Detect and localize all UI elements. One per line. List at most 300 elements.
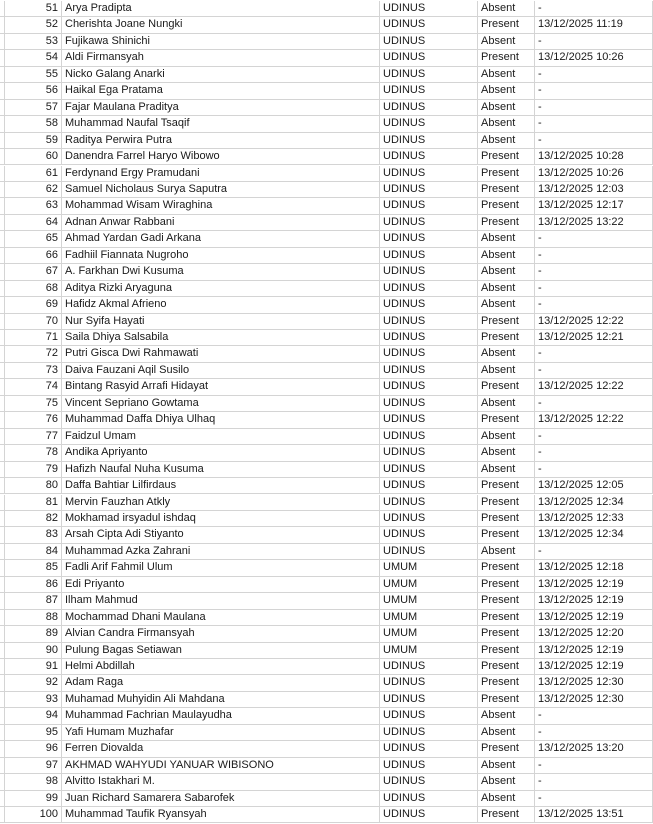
timestamp-cell[interactable]: - <box>534 100 653 115</box>
table-row <box>0 725 653 741</box>
institution-cell[interactable]: UDINUS <box>379 330 477 345</box>
status-cell[interactable]: Present <box>477 807 534 822</box>
institution-cell[interactable]: UDINUS <box>379 429 477 444</box>
status-cell[interactable]: Absent <box>477 429 534 444</box>
row-number-cell[interactable]: 61 <box>4 166 61 181</box>
status-cell[interactable]: Absent <box>477 1 534 16</box>
status-cell[interactable]: Absent <box>477 774 534 789</box>
name-cell[interactable]: Edi Priyanto <box>61 577 379 592</box>
institution-cell[interactable]: UDINUS <box>379 83 477 98</box>
table-row <box>0 396 653 412</box>
table-row <box>0 774 653 790</box>
table-row <box>0 593 653 609</box>
timestamp-cell[interactable]: - <box>534 758 653 773</box>
timestamp-cell[interactable]: 13/12/2025 12:20 <box>534 626 653 641</box>
timestamp-cell[interactable]: - <box>534 133 653 148</box>
institution-cell[interactable]: UDINUS <box>379 297 477 312</box>
name-cell[interactable]: Muhammad Fachrian Maulayudha <box>61 708 379 723</box>
timestamp-cell[interactable]: 13/12/2025 12:19 <box>534 610 653 625</box>
institution-cell[interactable]: UDINUS <box>379 725 477 740</box>
status-cell[interactable]: Absent <box>477 462 534 477</box>
table-row <box>0 478 653 494</box>
institution-cell[interactable]: UDINUS <box>379 34 477 49</box>
row-number-cell[interactable]: 97 <box>4 758 61 773</box>
table-row <box>0 791 653 807</box>
timestamp-cell[interactable]: 13/12/2025 13:22 <box>534 215 653 230</box>
institution-cell[interactable]: UDINUS <box>379 363 477 378</box>
name-cell[interactable]: Raditya Perwira Putra <box>61 133 379 148</box>
row-number-cell[interactable]: 100 <box>4 807 61 822</box>
table-row <box>0 560 653 576</box>
name-cell[interactable]: Yafi Humam Muzhafar <box>61 725 379 740</box>
status-cell[interactable]: Absent <box>477 133 534 148</box>
timestamp-cell[interactable]: - <box>534 264 653 279</box>
institution-cell[interactable]: UDINUS <box>379 116 477 131</box>
row-number-cell[interactable]: 88 <box>4 610 61 625</box>
table-row <box>0 231 653 247</box>
name-cell[interactable]: Ferdynand Ergy Pramudani <box>61 166 379 181</box>
row-number-cell[interactable]: 73 <box>4 363 61 378</box>
name-cell[interactable]: Ilham Mahmud <box>61 593 379 608</box>
name-cell[interactable]: Fadli Arif Fahmil Ulum <box>61 560 379 575</box>
status-cell[interactable]: Absent <box>477 116 534 131</box>
name-cell[interactable]: Vincent Sepriano Gowtama <box>61 396 379 411</box>
table-row <box>0 544 653 560</box>
name-cell[interactable]: Andika Apriyanto <box>61 445 379 460</box>
status-cell[interactable]: Present <box>477 560 534 575</box>
institution-cell[interactable]: UDINUS <box>379 100 477 115</box>
timestamp-cell[interactable]: - <box>534 34 653 49</box>
timestamp-cell[interactable]: 13/12/2025 12:19 <box>534 659 653 674</box>
name-cell[interactable]: Cherishta Joane Nungki <box>61 17 379 32</box>
status-cell[interactable]: Present <box>477 495 534 510</box>
name-cell[interactable]: Adnan Anwar Rabbani <box>61 215 379 230</box>
status-cell[interactable]: Absent <box>477 544 534 559</box>
row-number-cell[interactable]: 75 <box>4 396 61 411</box>
name-cell[interactable]: Daiva Fauzani Aqil Susilo <box>61 363 379 378</box>
status-cell[interactable]: Present <box>477 478 534 493</box>
institution-cell[interactable]: UDINUS <box>379 281 477 296</box>
name-cell[interactable]: Mokhamad irsyadul ishdaq <box>61 511 379 526</box>
status-cell[interactable]: Present <box>477 182 534 197</box>
institution-cell[interactable]: UDINUS <box>379 231 477 246</box>
table-row <box>0 708 653 724</box>
row-number-cell[interactable]: 69 <box>4 297 61 312</box>
name-cell[interactable]: Saila Dhiya Salsabila <box>61 330 379 345</box>
table-row <box>0 133 653 149</box>
name-cell[interactable]: AKHMAD WAHYUDI YANUAR WIBISONO <box>61 758 379 773</box>
row-number-cell[interactable]: 72 <box>4 346 61 361</box>
institution-cell[interactable]: UDINUS <box>379 17 477 32</box>
institution-cell[interactable]: UDINUS <box>379 478 477 493</box>
table-row <box>0 50 653 66</box>
table-row <box>0 379 653 395</box>
table-row <box>0 149 653 165</box>
row-number-cell[interactable]: 62 <box>4 182 61 197</box>
table-row <box>0 675 653 691</box>
table-row <box>0 1 653 17</box>
table-row <box>0 429 653 445</box>
name-cell[interactable]: Muhammad Daffa Dhiya Ulhaq <box>61 412 379 427</box>
table-row <box>0 495 653 511</box>
timestamp-cell[interactable]: 13/12/2025 12:33 <box>534 511 653 526</box>
timestamp-cell[interactable]: 13/12/2025 13:51 <box>534 807 653 822</box>
timestamp-cell[interactable]: - <box>534 67 653 82</box>
status-cell[interactable]: Present <box>477 527 534 542</box>
row-number-cell[interactable]: 86 <box>4 577 61 592</box>
timestamp-cell[interactable]: 13/12/2025 12:30 <box>534 675 653 690</box>
timestamp-cell[interactable]: 13/12/2025 12:19 <box>534 643 653 658</box>
row-number-cell[interactable]: 66 <box>4 248 61 263</box>
row-number-cell[interactable]: 55 <box>4 67 61 82</box>
table-row <box>0 659 653 675</box>
status-cell[interactable]: Absent <box>477 708 534 723</box>
timestamp-cell[interactable]: - <box>534 429 653 444</box>
institution-cell[interactable]: UMUM <box>379 577 477 592</box>
timestamp-cell[interactable]: - <box>534 774 653 789</box>
institution-cell[interactable]: UDINUS <box>379 462 477 477</box>
row-number-cell[interactable]: 90 <box>4 643 61 658</box>
name-cell[interactable]: Ferren Diovalda <box>61 741 379 756</box>
table-row <box>0 182 653 198</box>
name-cell[interactable]: Faidzul Umam <box>61 429 379 444</box>
status-cell[interactable]: Absent <box>477 264 534 279</box>
table-row <box>0 116 653 132</box>
table-row <box>0 297 653 313</box>
status-cell[interactable]: Absent <box>477 725 534 740</box>
institution-cell[interactable]: UDINUS <box>379 495 477 510</box>
table-row <box>0 445 653 461</box>
institution-cell[interactable]: UDINUS <box>379 166 477 181</box>
timestamp-cell[interactable]: - <box>534 1 653 16</box>
row-number-cell[interactable]: 59 <box>4 133 61 148</box>
timestamp-cell[interactable]: - <box>534 445 653 460</box>
institution-cell[interactable]: UDINUS <box>379 412 477 427</box>
row-number-cell[interactable]: 63 <box>4 198 61 213</box>
table-row <box>0 314 653 330</box>
institution-cell[interactable]: UDINUS <box>379 791 477 806</box>
timestamp-cell[interactable]: - <box>534 116 653 131</box>
timestamp-cell[interactable]: 13/12/2025 12:05 <box>534 478 653 493</box>
timestamp-cell[interactable]: 13/12/2025 12:19 <box>534 577 653 592</box>
timestamp-cell[interactable]: - <box>534 791 653 806</box>
name-cell[interactable]: Muhammad Taufik Ryansyah <box>61 807 379 822</box>
row-number-cell[interactable]: 79 <box>4 462 61 477</box>
institution-cell[interactable]: UMUM <box>379 560 477 575</box>
timestamp-cell[interactable]: 13/12/2025 10:28 <box>534 149 653 164</box>
name-cell[interactable]: Alvian Candra Firmansyah <box>61 626 379 641</box>
table-row <box>0 626 653 642</box>
row-number-cell[interactable]: 74 <box>4 379 61 394</box>
row-number-cell[interactable]: 87 <box>4 593 61 608</box>
table-row <box>0 346 653 362</box>
status-cell[interactable]: Absent <box>477 231 534 246</box>
timestamp-cell[interactable]: 13/12/2025 10:26 <box>534 50 653 65</box>
name-cell[interactable]: Fujikawa Shinichi <box>61 34 379 49</box>
status-cell[interactable]: Present <box>477 149 534 164</box>
name-cell[interactable]: Fadhiil Fiannata Nugroho <box>61 248 379 263</box>
timestamp-cell[interactable]: 13/12/2025 12:19 <box>534 593 653 608</box>
row-number-cell[interactable]: 70 <box>4 314 61 329</box>
row-number-cell[interactable]: 54 <box>4 50 61 65</box>
timestamp-cell[interactable]: - <box>534 396 653 411</box>
row-number-cell[interactable]: 93 <box>4 692 61 707</box>
institution-cell[interactable]: UDINUS <box>379 215 477 230</box>
institution-cell[interactable]: UDINUS <box>379 264 477 279</box>
table-row <box>0 34 653 50</box>
status-cell[interactable]: Absent <box>477 363 534 378</box>
timestamp-cell[interactable]: 13/12/2025 12:34 <box>534 527 653 542</box>
name-cell[interactable]: Muhammad Azka Zahrani <box>61 544 379 559</box>
timestamp-cell[interactable]: - <box>534 281 653 296</box>
status-cell[interactable]: Present <box>477 659 534 674</box>
status-cell[interactable]: Absent <box>477 445 534 460</box>
table-row <box>0 281 653 297</box>
status-cell[interactable]: Present <box>477 17 534 32</box>
status-cell[interactable]: Present <box>477 50 534 65</box>
row-number-cell[interactable]: 57 <box>4 100 61 115</box>
name-cell[interactable]: Hafizh Naufal Nuha Kusuma <box>61 462 379 477</box>
name-cell[interactable]: Juan Richard Samarera Sabarofek <box>61 791 379 806</box>
name-cell[interactable]: Haikal Ega Pratama <box>61 83 379 98</box>
timestamp-cell[interactable]: 13/12/2025 12:34 <box>534 495 653 510</box>
status-cell[interactable]: Present <box>477 741 534 756</box>
timestamp-cell[interactable]: 13/12/2025 12:22 <box>534 412 653 427</box>
status-cell[interactable]: Absent <box>477 67 534 82</box>
table-row <box>0 741 653 757</box>
institution-cell[interactable]: UDINUS <box>379 248 477 263</box>
row-number-cell[interactable]: 92 <box>4 675 61 690</box>
table-row <box>0 412 653 428</box>
timestamp-cell[interactable]: - <box>534 725 653 740</box>
name-cell[interactable]: Putri Gisca Dwi Rahmawati <box>61 346 379 361</box>
row-number-cell[interactable]: 84 <box>4 544 61 559</box>
status-cell[interactable]: Present <box>477 412 534 427</box>
row-number-cell[interactable]: 71 <box>4 330 61 345</box>
institution-cell[interactable]: UDINUS <box>379 198 477 213</box>
status-cell[interactable]: Present <box>477 610 534 625</box>
status-cell[interactable]: Absent <box>477 346 534 361</box>
institution-cell[interactable]: UMUM <box>379 593 477 608</box>
institution-cell[interactable]: UDINUS <box>379 50 477 65</box>
row-number-cell[interactable]: 64 <box>4 215 61 230</box>
timestamp-cell[interactable]: - <box>534 248 653 263</box>
name-cell[interactable]: Aldi Firmansyah <box>61 50 379 65</box>
row-number-cell[interactable]: 85 <box>4 560 61 575</box>
institution-cell[interactable]: UDINUS <box>379 692 477 707</box>
status-cell[interactable]: Present <box>477 577 534 592</box>
institution-cell[interactable]: UDINUS <box>379 133 477 148</box>
timestamp-cell[interactable]: 13/12/2025 12:22 <box>534 379 653 394</box>
row-number-cell[interactable]: 95 <box>4 725 61 740</box>
timestamp-cell[interactable]: - <box>534 363 653 378</box>
status-cell[interactable]: Absent <box>477 396 534 411</box>
row-number-cell[interactable]: 76 <box>4 412 61 427</box>
institution-cell[interactable]: UDINUS <box>379 67 477 82</box>
status-cell[interactable]: Present <box>477 314 534 329</box>
row-number-cell[interactable]: 99 <box>4 791 61 806</box>
timestamp-cell[interactable]: 13/12/2025 12:30 <box>534 692 653 707</box>
timestamp-cell[interactable]: - <box>534 231 653 246</box>
name-cell[interactable]: Aditya Rizki Aryaguna <box>61 281 379 296</box>
table-row <box>0 511 653 527</box>
name-cell[interactable]: Muhamad Muhyidin Ali Mahdana <box>61 692 379 707</box>
name-cell[interactable]: Alvitto Istakhari M. <box>61 774 379 789</box>
row-number-cell[interactable]: 78 <box>4 445 61 460</box>
table-row <box>0 198 653 214</box>
table-row <box>0 692 653 708</box>
institution-cell[interactable]: UDINUS <box>379 675 477 690</box>
table-row <box>0 363 653 379</box>
status-cell[interactable]: Present <box>477 692 534 707</box>
table-row <box>0 527 653 543</box>
row-number-cell[interactable]: 68 <box>4 281 61 296</box>
row-number-cell[interactable]: 77 <box>4 429 61 444</box>
status-cell[interactable]: Present <box>477 215 534 230</box>
row-number-cell[interactable]: 53 <box>4 34 61 49</box>
name-cell[interactable]: Fajar Maulana Praditya <box>61 100 379 115</box>
status-cell[interactable]: Present <box>477 166 534 181</box>
table-row <box>0 758 653 774</box>
table-row <box>0 643 653 659</box>
name-cell[interactable]: Daffa Bahtiar Lilfirdaus <box>61 478 379 493</box>
row-number-cell[interactable]: 98 <box>4 774 61 789</box>
table-row <box>0 610 653 626</box>
name-cell[interactable]: Bintang Rasyid Arrafi Hidayat <box>61 379 379 394</box>
row-number-cell[interactable]: 89 <box>4 626 61 641</box>
row-number-cell[interactable]: 56 <box>4 83 61 98</box>
name-cell[interactable]: Nur Syifa Hayati <box>61 314 379 329</box>
row-number-cell[interactable]: 94 <box>4 708 61 723</box>
table-row <box>0 264 653 280</box>
timestamp-cell[interactable]: 13/12/2025 11:19 <box>534 17 653 32</box>
status-cell[interactable]: Absent <box>477 297 534 312</box>
institution-cell[interactable]: UDINUS <box>379 445 477 460</box>
row-number-cell[interactable]: 67 <box>4 264 61 279</box>
timestamp-cell[interactable]: 13/12/2025 13:20 <box>534 741 653 756</box>
row-number-cell[interactable]: 58 <box>4 116 61 131</box>
row-number-cell[interactable]: 83 <box>4 527 61 542</box>
row-number-cell[interactable]: 96 <box>4 741 61 756</box>
status-cell[interactable]: Absent <box>477 758 534 773</box>
institution-cell[interactable]: UDINUS <box>379 182 477 197</box>
name-cell[interactable]: Pulung Bagas Setiawan <box>61 643 379 658</box>
row-number-cell[interactable]: 81 <box>4 495 61 510</box>
table-row <box>0 577 653 593</box>
timestamp-cell[interactable]: 13/12/2025 10:26 <box>534 166 653 181</box>
institution-cell[interactable]: UMUM <box>379 626 477 641</box>
row-number-cell[interactable]: 52 <box>4 17 61 32</box>
name-cell[interactable]: Hafidz Akmal Afrieno <box>61 297 379 312</box>
table-row <box>0 67 653 83</box>
institution-cell[interactable]: UDINUS <box>379 346 477 361</box>
institution-cell[interactable]: UDINUS <box>379 379 477 394</box>
table-row <box>0 248 653 264</box>
timestamp-cell[interactable]: - <box>534 83 653 98</box>
name-cell[interactable]: Samuel Nicholaus Surya Saputra <box>61 182 379 197</box>
name-cell[interactable]: Nicko Galang Anarki <box>61 67 379 82</box>
timestamp-cell[interactable]: - <box>534 297 653 312</box>
timestamp-cell[interactable]: 13/12/2025 12:03 <box>534 182 653 197</box>
table-row <box>0 462 653 478</box>
row-number-cell[interactable]: 51 <box>4 1 61 16</box>
status-cell[interactable]: Present <box>477 626 534 641</box>
name-cell[interactable]: A. Farkhan Dwi Kusuma <box>61 264 379 279</box>
status-cell[interactable]: Absent <box>477 100 534 115</box>
institution-cell[interactable]: UDINUS <box>379 741 477 756</box>
row-number-cell[interactable]: 65 <box>4 231 61 246</box>
row-number-cell[interactable]: 82 <box>4 511 61 526</box>
table-row <box>0 100 653 116</box>
institution-cell[interactable]: UMUM <box>379 610 477 625</box>
row-number-cell[interactable]: 91 <box>4 659 61 674</box>
timestamp-cell[interactable]: - <box>534 346 653 361</box>
status-cell[interactable]: Present <box>477 593 534 608</box>
institution-cell[interactable]: UMUM <box>379 643 477 658</box>
timestamp-cell[interactable]: 13/12/2025 12:22 <box>534 314 653 329</box>
timestamp-cell[interactable]: 13/12/2025 12:18 <box>534 560 653 575</box>
name-cell[interactable]: Arsah Cipta Adi Stiyanto <box>61 527 379 542</box>
name-cell[interactable]: Adam Raga <box>61 675 379 690</box>
status-cell[interactable]: Absent <box>477 248 534 263</box>
name-cell[interactable]: Helmi Abdillah <box>61 659 379 674</box>
table-row <box>0 330 653 346</box>
status-cell[interactable]: Present <box>477 511 534 526</box>
institution-cell[interactable]: UDINUS <box>379 708 477 723</box>
row-number-cell[interactable]: 60 <box>4 149 61 164</box>
status-cell[interactable]: Absent <box>477 281 534 296</box>
table-row <box>0 166 653 182</box>
status-cell[interactable]: Present <box>477 330 534 345</box>
institution-cell[interactable]: UDINUS <box>379 807 477 822</box>
name-cell[interactable]: Mohammad Wisam Wiraghina <box>61 198 379 213</box>
name-cell[interactable]: Danendra Farrel Haryo Wibowo <box>61 149 379 164</box>
institution-cell[interactable]: UDINUS <box>379 544 477 559</box>
status-cell[interactable]: Present <box>477 675 534 690</box>
institution-cell[interactable]: UDINUS <box>379 149 477 164</box>
name-cell[interactable]: Muhammad Naufal Tsaqif <box>61 116 379 131</box>
status-cell[interactable]: Absent <box>477 83 534 98</box>
status-cell[interactable]: Present <box>477 643 534 658</box>
table-row <box>0 215 653 231</box>
table-row <box>0 17 653 33</box>
timestamp-cell[interactable]: 13/12/2025 12:21 <box>534 330 653 345</box>
timestamp-cell[interactable]: - <box>534 708 653 723</box>
name-cell[interactable]: Mervin Fauzhan Atkly <box>61 495 379 510</box>
timestamp-cell[interactable]: - <box>534 544 653 559</box>
institution-cell[interactable]: UDINUS <box>379 758 477 773</box>
status-cell[interactable]: Absent <box>477 791 534 806</box>
institution-cell[interactable]: UDINUS <box>379 659 477 674</box>
row-number-cell[interactable]: 80 <box>4 478 61 493</box>
timestamp-cell[interactable]: - <box>534 462 653 477</box>
status-cell[interactable]: Present <box>477 379 534 394</box>
name-cell[interactable]: Ahmad Yardan Gadi Arkana <box>61 231 379 246</box>
table-row <box>0 807 653 823</box>
institution-cell[interactable]: UDINUS <box>379 527 477 542</box>
name-cell[interactable]: Mochammad Dhani Maulana <box>61 610 379 625</box>
status-cell[interactable]: Present <box>477 198 534 213</box>
institution-cell[interactable]: UDINUS <box>379 511 477 526</box>
name-cell[interactable]: Arya Pradipta <box>61 1 379 16</box>
status-cell[interactable]: Absent <box>477 34 534 49</box>
institution-cell[interactable]: UDINUS <box>379 314 477 329</box>
institution-cell[interactable]: UDINUS <box>379 396 477 411</box>
institution-cell[interactable]: UDINUS <box>379 774 477 789</box>
institution-cell[interactable]: UDINUS <box>379 1 477 16</box>
table-row <box>0 83 653 99</box>
timestamp-cell[interactable]: 13/12/2025 12:17 <box>534 198 653 213</box>
